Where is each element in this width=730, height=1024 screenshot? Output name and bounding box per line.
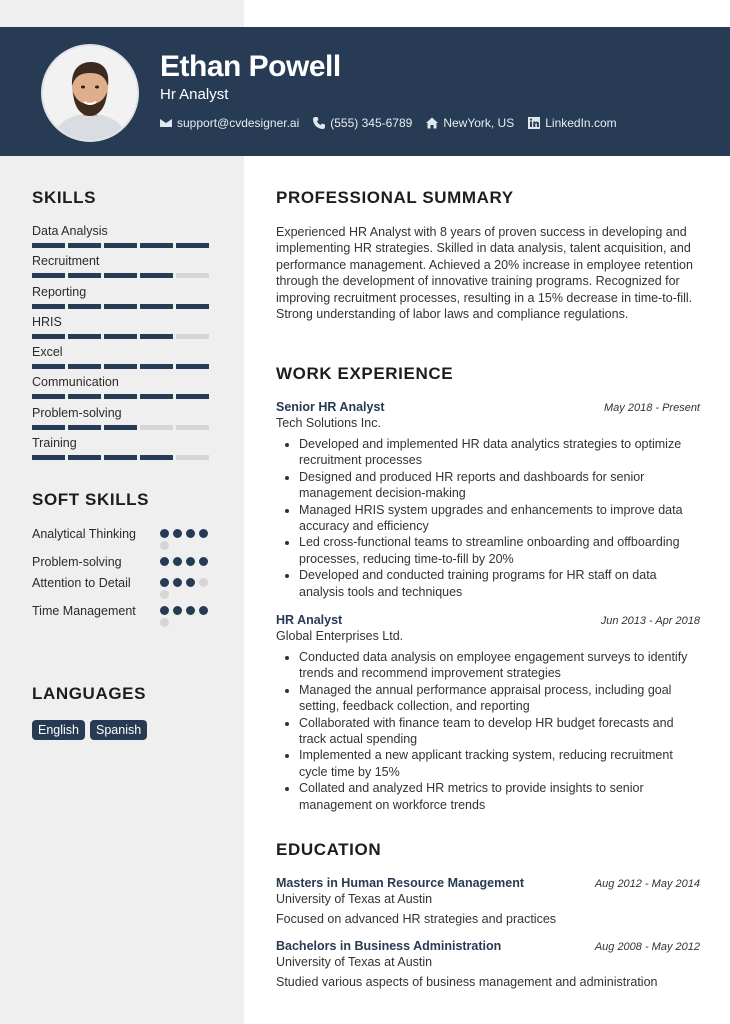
phone-icon — [313, 117, 325, 129]
job-date: May 2018 - Present — [604, 402, 700, 414]
education-description: Studied various aspects of business management and administration — [276, 975, 658, 989]
soft-skill-item — [32, 554, 212, 571]
languages-heading: LANGUAGES — [32, 684, 147, 703]
skill-name: HRIS — [32, 314, 62, 329]
skill-level-segment — [104, 394, 137, 399]
job-title: Senior HR Analyst — [276, 400, 385, 414]
resume-header — [0, 27, 730, 156]
skill-level-segment — [140, 304, 173, 309]
skill-level-segment — [32, 364, 65, 369]
contact-linkedin[interactable]: LinkedIn.com — [528, 116, 616, 130]
degree-title: Bachelors in Business Administration — [276, 939, 502, 953]
skill-level-segment — [104, 425, 137, 430]
soft-skill-name: Attention to Detail — [32, 576, 131, 590]
rating-dot — [186, 578, 195, 587]
soft-skills-list — [32, 526, 212, 631]
company-name: Global Enterprises Ltd. — [276, 629, 404, 643]
skill-level-segment — [104, 364, 137, 369]
skills-list — [32, 224, 212, 466]
skill-level-segment — [32, 273, 65, 278]
skill-level-segment — [68, 304, 101, 309]
skill-name: Recruitment — [32, 254, 100, 269]
skill-level-bar — [32, 304, 212, 309]
soft-skill-name: Problem-solving — [32, 555, 122, 569]
rating-dot — [173, 529, 182, 538]
skill-level-segment — [176, 334, 209, 339]
school-name: University of Texas at Austin — [276, 892, 433, 906]
skill-level-bar — [32, 455, 212, 460]
education-entry — [276, 876, 700, 926]
skill-level-bar — [32, 273, 212, 278]
bullet-item: • Collaborated with finance team to develop HR budget forecasts and track actual spending — [299, 715, 700, 748]
skill-level-segment — [32, 243, 65, 248]
skill-name: Training — [32, 436, 77, 451]
skill-level-bar — [32, 364, 212, 369]
skill-level-segment — [176, 455, 209, 460]
experience-entry — [276, 613, 700, 813]
skill-item — [32, 254, 212, 284]
linkedin-icon — [528, 117, 540, 129]
skill-level-segment — [104, 455, 137, 460]
rating-dot — [199, 557, 208, 566]
job-title: HR Analyst — [276, 613, 343, 627]
bullet-item: • Developed and implemented HR data analytics strategies to optimize recruitment processes — [299, 436, 700, 469]
experience-entry — [276, 400, 700, 600]
bullet-item: • Led cross-functional teams to streamline onboarding and offboarding processes, reducing time-to-fill by 20% — [299, 534, 700, 567]
skill-level-bar — [32, 425, 212, 430]
soft-skill-item — [32, 526, 212, 550]
skill-name: Data Analysis — [32, 224, 108, 238]
skill-level-segment — [68, 243, 101, 248]
job-bullets — [276, 436, 700, 600]
skill-level-bar — [32, 334, 212, 339]
education-date: Aug 2012 - May 2014 — [594, 878, 700, 890]
education-entry — [276, 939, 700, 989]
rating-dot — [160, 606, 169, 615]
rating-dot — [160, 578, 169, 587]
language-badge: English — [32, 720, 85, 740]
skill-level-segment — [176, 273, 209, 278]
experience-heading: WORK EXPERIENCE — [276, 364, 454, 383]
rating-dot — [173, 557, 182, 566]
skill-name: Reporting — [32, 284, 87, 299]
summary-text: Experienced HR Analyst with 8 years of proven success in developing and implementing HR strategies. Skilled in data analysis, talent acquisition, and performance management. Achieved a 20% increase in employee retention through the development of innovative training programs. Recognized for improving recruitment processes, resulting in a 15% decrease in time-to-fill. Strong understanding of labor laws and compliance regulations. — [276, 225, 693, 322]
soft-skill-rating — [160, 526, 212, 550]
skill-level-segment — [68, 425, 101, 430]
rating-dot — [173, 606, 182, 615]
skill-level-segment — [140, 273, 173, 278]
bullet-item: • Designed and produced HR reports and dashboards for senior management decision-making — [299, 469, 700, 502]
rating-dot — [186, 529, 195, 538]
skill-level-segment — [140, 455, 173, 460]
rating-dot — [199, 606, 208, 615]
bullet-item: • Managed the annual performance appraisal process, including goal setting, feedback collection, and reporting — [299, 682, 700, 715]
rating-dot — [199, 529, 208, 538]
job-date: Jun 2013 - Apr 2018 — [600, 615, 700, 627]
skill-item — [32, 224, 212, 254]
bullet-item: • Collated and analyzed HR metrics to provide insights to senior management on workforce trends — [299, 780, 700, 813]
skill-level-bar — [32, 394, 212, 399]
skill-level-segment — [176, 364, 209, 369]
skill-level-segment — [176, 394, 209, 399]
bullet-item: • Managed HRIS system upgrades and enhancements to improve data accuracy and efficiency — [299, 502, 700, 535]
skill-level-segment — [176, 304, 209, 309]
skill-level-segment — [68, 273, 101, 278]
degree-title: Masters in Human Resource Management — [276, 876, 524, 890]
skill-level-segment — [32, 425, 65, 430]
skills-heading: SKILLS — [32, 188, 97, 207]
soft-skill-name: Analytical Thinking — [32, 527, 136, 541]
skill-level-segment — [176, 425, 209, 430]
school-name: University of Texas at Austin — [276, 955, 433, 969]
skill-name: Problem-solving — [32, 405, 122, 420]
education-date: Aug 2008 - May 2012 — [594, 941, 700, 953]
soft-skill-rating — [160, 603, 212, 627]
skill-level-segment — [68, 364, 101, 369]
rating-dot — [160, 557, 169, 566]
candidate-title: Hr Analyst — [160, 86, 229, 103]
skill-level-segment — [68, 394, 101, 399]
languages-list — [32, 720, 147, 740]
soft-skill-item — [32, 575, 212, 599]
rating-dot — [160, 529, 169, 538]
skill-level-bar — [32, 243, 212, 248]
home-icon — [426, 117, 438, 129]
bullet-item: • Conducted data analysis on employee engagement surveys to identify trends and recommend improvement strategies — [299, 649, 700, 682]
summary-heading: PROFESSIONAL SUMMARY — [276, 188, 514, 207]
skill-level-segment — [104, 273, 137, 278]
rating-dot — [160, 590, 169, 599]
skill-level-segment — [140, 243, 173, 248]
skill-level-segment — [104, 304, 137, 309]
skill-item — [32, 375, 212, 405]
soft-skill-rating — [160, 575, 212, 599]
skill-level-segment — [176, 243, 209, 248]
skill-level-segment — [68, 455, 101, 460]
contact-bar — [160, 116, 617, 130]
bullet-item: • Implemented a new applicant tracking system, reducing recruitment cycle time by 15% — [299, 747, 700, 780]
skill-level-segment — [32, 455, 65, 460]
skill-item — [32, 406, 212, 436]
skill-item — [32, 315, 212, 345]
soft-skill-item — [32, 603, 212, 627]
skill-level-segment — [140, 334, 173, 339]
profile-photo — [41, 44, 139, 142]
skill-level-segment — [32, 394, 65, 399]
skill-level-segment — [68, 334, 101, 339]
rating-dot — [186, 606, 195, 615]
soft-skills-heading: SOFT SKILLS — [32, 490, 150, 509]
education-description: Focused on advanced HR strategies and practices — [276, 912, 557, 926]
soft-skill-name: Time Management — [32, 604, 136, 618]
bullet-item: • Developed and conducted training programs for HR staff on data analysis tools and techniques — [299, 567, 700, 600]
skill-level-segment — [140, 364, 173, 369]
contact-location: NewYork, US — [426, 116, 514, 130]
education-heading: EDUCATION — [276, 840, 382, 859]
skill-level-segment — [32, 334, 65, 339]
rating-dot — [160, 541, 169, 550]
skill-name: Communication — [32, 375, 119, 390]
skill-level-segment — [104, 243, 137, 248]
skill-level-segment — [140, 394, 173, 399]
rating-dot — [173, 578, 182, 587]
rating-dot — [160, 618, 169, 627]
soft-skill-rating — [160, 554, 212, 571]
contact-phone[interactable]: (555) 345-6789 — [313, 116, 412, 130]
rating-dot — [199, 578, 208, 587]
skill-item — [32, 436, 212, 466]
envelope-icon — [160, 117, 172, 129]
skill-name: Excel — [32, 345, 63, 360]
skill-item — [32, 285, 212, 315]
job-bullets — [276, 649, 700, 813]
rating-dot — [186, 557, 195, 566]
company-name: Tech Solutions Inc. — [276, 416, 381, 430]
candidate-name: Ethan Powell — [160, 50, 341, 83]
skill-level-segment — [32, 304, 65, 309]
language-badge: Spanish — [90, 720, 147, 740]
skill-level-segment — [140, 425, 173, 430]
skill-item — [32, 345, 212, 375]
contact-email[interactable]: support@cvdesigner.ai — [160, 116, 299, 130]
skill-level-segment — [104, 334, 137, 339]
